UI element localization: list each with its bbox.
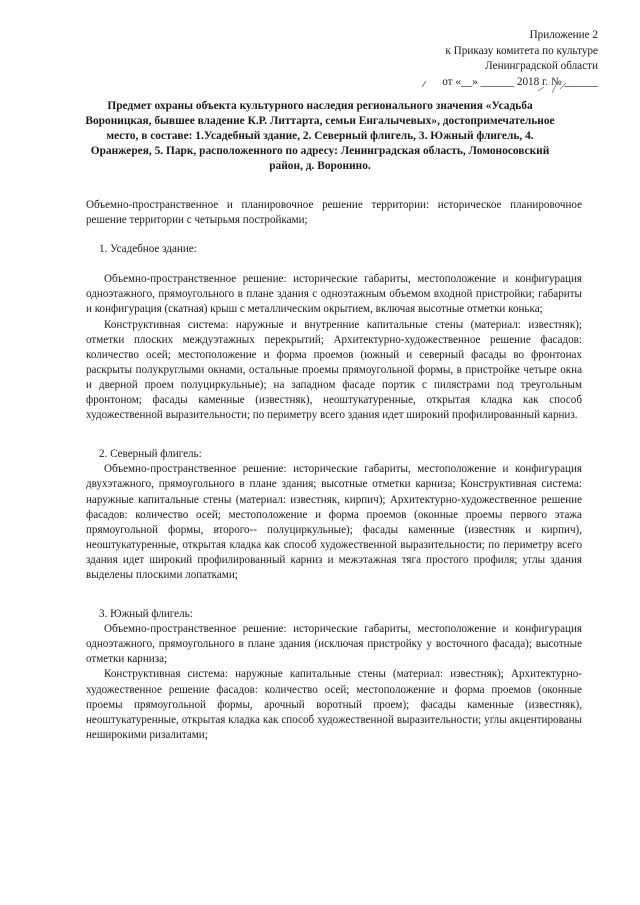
appendix-header (368, 28, 598, 90)
order-reference: к Приказу комитета по культуре (445, 44, 598, 57)
section-1-paragraph-1: Объемно-пространственное решение: исторические габариты, местоположение и конфигурация одноэтажного, прямоугольного в плане здания с одноэтажным объемом входной пристройки; габариты и конфигурация (скатная) крыш с металлическим окрытием, включая высотные отметки конька; (86, 273, 582, 316)
intro-paragraph: Объемно-пространственное и планировочное решение территории: историческое планировочное решение территории с четырьмя постройками; (86, 199, 582, 227)
region-name: Ленинградской области (485, 60, 598, 72)
section-3-paragraph-2: Конструктивная система: наружные капитальные стены (материал: известняк); Архитектурно-художественное решение фасадов: количество осей; местоположение и форма проемов (оконные проемы прямоугольной формы, арочный воротный проем); фасады каменные (известняк), неоштукатуренные, открытая кладка как способ художественной выразительности; углы акцентированы неширокими ризалитами; (86, 668, 582, 741)
document-title: Предмет охраны объекта культурного наследия регионального значения «Усадьба Вороницкая, бывшее владение К.Р. Литтарта, семьи Енгалычевых», достопримечательное место, в составе: 1.Усадебный здание, 2. Северный флигель, 3. Южный флигель, 4. Оранжерея, 5. Парк, расположенного по адресу: Ленинградская область, Ломоносовский район, д. Воронино. (85, 100, 555, 172)
section-3-paragraph-1: Объемно-пространственное решение: исторические габариты, местоположение и конфигурация одноэтажного, прямоугольного в плане здания (исключая пристройку у восточного фасада); высотные отметки карниза; (86, 623, 582, 666)
order-date-number: от «__» ______ 2018 г. № ______ (442, 75, 598, 88)
document-body (86, 198, 582, 743)
appendix-number: Приложение 2 (529, 29, 598, 41)
section-1-paragraph-2: Конструктивная система: наружные и внутренние капитальные стены (материал: известняк); отметки плоских междуэтажных перекрытий; Архитектурно-художественное решение фасадов: количество осей; местоположение и форма проемов (южный и северный фасады во фронтонах раскрыты полукруглыми окнами, остальные проемы прямоугольной формы, в пристройке четыре окна и дверной проем полуциркульные); на западном фасаде портик с пилястрами под треугольным фронтоном; фасады каменные (известняк), неоштукатуренные, открытая кладка как способ художественной выразительности; по периметру всего здания идет широкий профилированный карниз. (86, 318, 582, 422)
section-heading-1: 1. Усадебное здание: (99, 243, 197, 256)
section-heading-2: 2. Северный флигель: (99, 448, 202, 461)
section-heading-3: 3. Южный флигель: (99, 608, 193, 621)
section-2-paragraph-1: Объемно-пространственное решение: исторические габариты, местоположение и конфигурация двухэтажного, прямоугольного в плане здания; высотные отметки карниза; Конструктивная система: наружные капитальные стены (материал: известняк, кирпич); Архитектурно-художественное решение фасадов: количество осей; местоположение и форма проемов (оконные проемы первого этажа прямоугольной формы, второго-- полуциркульные); фасады каменные (известняк и кирпич), неоштукатуренные, открытая кладка как способ художественной выразительности; по периметру всего здания идет широкий профилированный карниз и межэтажная тяга простого профиля; углы здания выделены плоскими лопатками; (86, 463, 582, 581)
